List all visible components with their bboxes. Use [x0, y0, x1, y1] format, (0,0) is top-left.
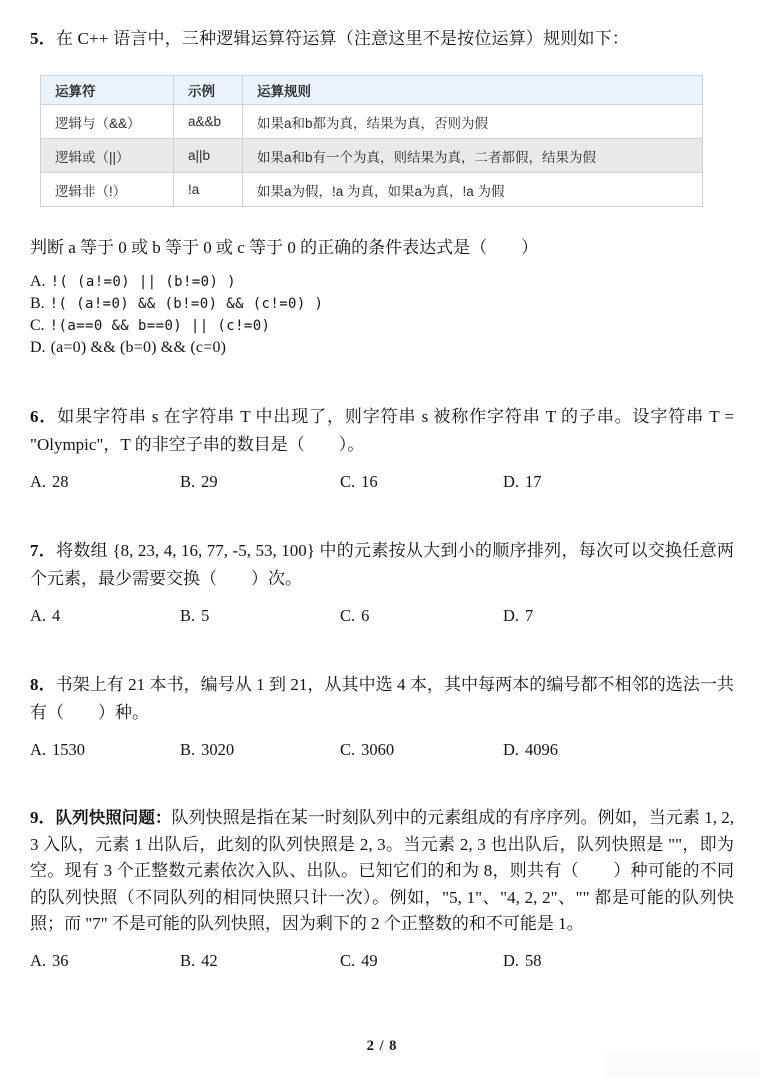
cell-rule: 如果a和b都为真，结果为真，否则为假 — [243, 105, 703, 139]
cell-example: a||b — [174, 139, 243, 173]
question-9-topic: 队列快照问题： — [55, 809, 172, 827]
question-6-options — [30, 471, 734, 492]
option-b-label: B. — [30, 295, 45, 312]
option-d: D. 4096 — [503, 740, 559, 759]
option-b: B. 3020 — [180, 740, 235, 759]
option-b: B. 5 — [180, 606, 210, 625]
question-7 — [30, 537, 734, 626]
cell-rule: 如果a和b有一个为真，则结果为真，二者都假，结果为假 — [243, 139, 703, 173]
table-row-not — [41, 173, 703, 207]
option-a — [30, 271, 734, 293]
option-c-label: C. — [30, 317, 45, 334]
question-8-number: 8． — [30, 675, 56, 694]
question-8 — [30, 671, 734, 760]
logic-operator-table — [40, 75, 703, 207]
cell-operator: 逻辑或（||） — [41, 139, 174, 173]
option-c: C. 49 — [340, 950, 378, 970]
option-d-code: (a=0) && (b=0) && (c=0) — [50, 339, 227, 356]
question-6-number: 6． — [30, 407, 58, 426]
watermark-area — [604, 1053, 760, 1078]
option-d: D. 7 — [503, 606, 534, 625]
option-a: A. 1530 — [30, 740, 86, 759]
question-9 — [30, 805, 734, 971]
cell-rule: 如果a为假，!a 为真，如果a为真，!a 为假 — [243, 173, 703, 207]
question-5-options — [30, 271, 734, 358]
option-b: B. 29 — [180, 472, 218, 491]
question-5-number: 5． — [30, 29, 56, 48]
question-6 — [30, 403, 734, 492]
option-a-code: !( (a!=0) || (b!=0) ) — [50, 274, 236, 290]
question-5-title — [30, 28, 734, 49]
option-d-label: D. — [30, 339, 46, 356]
table-row-and — [41, 105, 703, 139]
option-c: C. 3060 — [340, 740, 395, 759]
question-7-number: 7． — [30, 541, 57, 560]
cell-example: !a — [174, 173, 243, 207]
option-c: C. 16 — [340, 472, 378, 491]
option-d — [30, 337, 734, 358]
page-number: 2 / 8 — [366, 1038, 398, 1054]
question-7-options — [30, 605, 734, 626]
cell-operator: 逻辑非（!） — [41, 173, 174, 207]
option-b — [30, 293, 734, 315]
question-9-number: 9． — [30, 808, 56, 827]
option-a: A. 28 — [30, 472, 69, 491]
option-d: D. 17 — [503, 472, 542, 491]
cell-operator: 逻辑与（&&） — [41, 105, 174, 139]
option-b: B. 42 — [180, 950, 218, 970]
option-a-label: A. — [30, 273, 46, 290]
question-8-options — [30, 739, 734, 760]
question-5-intro: 在 C++ 语言中，三种逻辑运算符运算（注意这里不是按位运算）规则如下： — [55, 29, 630, 48]
question-6-text: 6．如果字符串 s 在字符串 T 中出现了，则字符串 s 被称作字符串 T 的子串。设字符串 T = "Olympic"，T 的非空子串的数目是（ ）。 — [30, 407, 734, 454]
table-header-operator: 运算符 — [41, 76, 174, 105]
table-header-row — [41, 76, 703, 105]
option-a: A. 4 — [30, 606, 61, 625]
table-row-or — [41, 139, 703, 173]
question-9-options — [30, 950, 734, 971]
table-header-rule: 运算规则 — [243, 76, 703, 105]
question-9-text: 9．队列快照问题：队列快照是指在某一时刻队列中的元素组成的有序序列。例如，当元素 1, 2, 3 入队，元素 1 出队后，此刻的队列快照是 2, 3。当元素 2, 3 也出队后，队列快照是 ""，即为空。现有 3 个正整数元素依次入队、出队。已知它们的和为 8，则共有（ ）种可能的不同的队列快照（不同队列的相同快照只计一次）。例如，"5, 1"、"4, 2, 2"、"" 都是可能的队列快照；而 "7" 不是可能的队列快照，因为剩下的 2 个正整数的和不可能是 1。 — [30, 808, 735, 933]
table-header-example: 示例 — [174, 76, 243, 105]
option-d: D. 58 — [503, 950, 542, 970]
option-b-code: !( (a!=0) && (b!=0) && (c!=0) ) — [49, 296, 324, 312]
option-c-code: !(a==0 && b==0) || (c!=0) — [49, 318, 271, 334]
question-5 — [30, 28, 734, 358]
question-5-prompt: 判断 a 等于 0 或 b 等于 0 或 c 等于 0 的正确的条件表达式是（ ） — [30, 238, 539, 257]
option-c: C. 6 — [340, 606, 370, 625]
option-a: A. 36 — [30, 950, 69, 970]
question-8-text: 8．书架上有 21 本书，编号从 1 到 21，从其中选 4 本，其中每两本的编号都不相邻的选法一共有（ ）种。 — [30, 675, 734, 722]
cell-example: a&&b — [174, 105, 243, 139]
question-7-text: 7．将数组 {8, 23, 4, 16, 77, -5, 53, 100} 中的元素按从大到小的顺序排列，每次可以交换任意两个元素，最少需要交换（ ）次。 — [30, 541, 735, 588]
option-c — [30, 315, 734, 337]
